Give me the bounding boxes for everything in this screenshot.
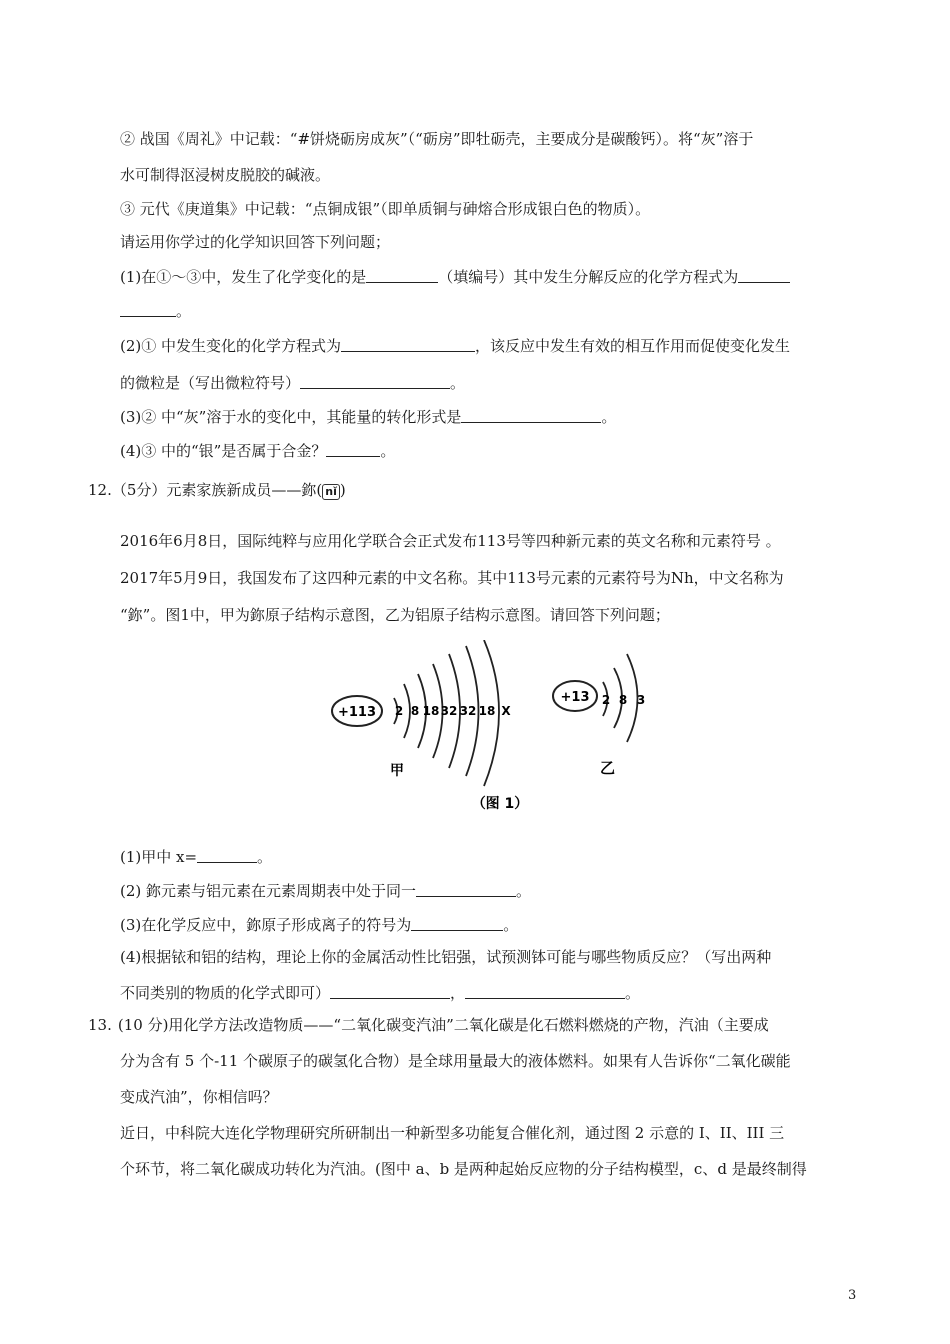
question-text: 。 (601, 408, 617, 426)
text-line: 个环节，将二氧化碳成功转化为汽油。(图中 a、b 是两种起始反应物的分子结构模型，c、d 是最终制得 (120, 1160, 807, 1178)
question-text: 。 (503, 916, 519, 934)
right-label: 乙 (600, 759, 616, 777)
left-nucleus-label: +113 (337, 705, 377, 720)
page-number: 3 (848, 1288, 857, 1303)
answer-blank[interactable] (326, 455, 380, 457)
question-12-title (88, 479, 346, 500)
answer-blank[interactable] (411, 929, 503, 931)
q12-sub-3 (120, 914, 518, 935)
text-line: 2017年5月9日，我国发布了这四种元素的中文名称。其中113号元素的元素符号为Nh，中文名称为 (120, 569, 784, 587)
question-3 (120, 406, 616, 427)
question-2-cont (120, 372, 465, 393)
left-shell-electrons: 32 (459, 704, 477, 718)
shell-arc (404, 684, 410, 738)
question-number: 12. (88, 481, 112, 499)
answer-blank[interactable] (197, 861, 257, 863)
question-13 (88, 1014, 769, 1035)
question-text: 的微粒是（写出微粒符号） (120, 374, 301, 392)
atomic-structure-figure (320, 640, 680, 820)
question-text: (2) 鉨元素与铝元素在元素周期表中处于同一 (120, 882, 417, 900)
answer-blank[interactable] (366, 281, 438, 283)
question-2 (120, 335, 790, 356)
right-shell-electrons: 2 (601, 693, 611, 707)
question-text: ， (450, 984, 466, 1002)
left-shell-electrons: X (501, 704, 511, 718)
left-shell-electrons: 8 (410, 704, 420, 718)
right-nucleus-label: +13 (560, 690, 590, 705)
question-text: (4)③ 中的“银”是否属于合金？ (120, 442, 327, 460)
text-line: 请运用你学过的化学知识回答下列问题； (120, 233, 391, 251)
text-line: ② 战国《周礼》中记载：“#饼烧砺房成灰”（“砺房”即牡砺壳，主要成分是碳酸钙）。将“灰”溶于 (120, 130, 754, 148)
text-line: 水可制得沤浸树皮脱胶的碱液。 (120, 166, 331, 184)
answer-blank[interactable] (120, 315, 176, 317)
question-text: (1)在①～③中，发生了化学变化的是 (120, 268, 367, 286)
left-shell-electrons: 2 (394, 704, 404, 718)
question-title: （5分）元素家族新成员——鉨( (111, 481, 323, 499)
question-text: (3)② 中“灰”溶于水的变化中，其能量的转化形式是 (120, 408, 462, 426)
question-text: (1)甲中 x= (120, 848, 198, 866)
answer-blank[interactable] (300, 387, 450, 389)
question-1-cont (120, 300, 191, 321)
text-line: 变成汽油”，你相信吗？ (120, 1088, 278, 1106)
text-line: 近日，中科院大连化学物理研究所研制出一种新型多功能复合催化剂，通过图 2 示意的 I、II、III 三 (120, 1124, 785, 1142)
figure-caption: （图 1） (471, 796, 529, 812)
question-text: 。 (516, 882, 532, 900)
answer-blank[interactable] (330, 997, 450, 999)
answer-blank[interactable] (341, 350, 475, 352)
text-line: 2016年6月8日，国际纯粹与应用化学联合会正式发布113号等四种新元素的英文名称和元素符号 。 (120, 532, 781, 550)
question-1 (120, 266, 790, 287)
q12-sub-1 (120, 846, 272, 867)
left-shell-electrons: 18 (478, 704, 496, 718)
question-text: 。 (380, 442, 396, 460)
nh-symbol-badge: nǐ (322, 484, 340, 500)
left-shell-electrons: 32 (440, 704, 458, 718)
question-text: 。 (625, 984, 641, 1002)
question-text: 不同类别的物质的化学式即可） (120, 984, 331, 1002)
right-shell-electrons: 3 (636, 693, 646, 707)
answer-blank[interactable] (416, 895, 516, 897)
question-text: 。 (176, 302, 192, 320)
left-shell-electrons: 18 (422, 704, 440, 718)
answer-blank[interactable] (461, 421, 601, 423)
question-text: (10 分)用化学方法改造物质——“二氧化碳变汽油”二氧化碳是化石燃料燃烧的产物，汽油（主要成 (117, 1016, 769, 1034)
q12-sub-4-cont (120, 982, 640, 1003)
text-line: “鉨”。图1中，甲为鉨原子结构示意图，乙为铝原子结构示意图。请回答下列问题； (120, 606, 670, 624)
text-line: ③ 元代《庚道集》中记载：“点铜成银”（即单质铜与砷熔合形成银白色的物质）。 (120, 200, 651, 218)
title-end: ) (339, 481, 346, 499)
question-text: ，该反应中发生有效的相互作用而促使变化发生 (475, 337, 791, 355)
left-label: 甲 (390, 763, 404, 779)
question-text: 。 (450, 374, 466, 392)
question-4 (120, 440, 395, 461)
right-shell-electrons: 8 (618, 693, 628, 707)
question-text: (3)在化学反应中，鉨原子形成离子的符号为 (120, 916, 412, 934)
question-text: (2)① 中发生变化的化学方程式为 (120, 337, 342, 355)
question-text: 。 (257, 848, 273, 866)
text-line: 分为含有 5 个-11 个碳原子的碳氢化合物）是全球用量最大的液体燃料。如果有人告诉你“二氧化碳能 (120, 1052, 791, 1070)
text-line: (4)根据铱和铝的结构，理论上你的金属活动性比铝强，试预测钵可能与哪些物质反应？（写出两种 (120, 948, 772, 966)
answer-blank[interactable] (465, 997, 625, 999)
answer-blank[interactable] (738, 281, 790, 283)
question-number: 13. (88, 1016, 112, 1034)
q12-sub-2 (120, 880, 531, 901)
question-text: （填编号）其中发生分解反应的化学方程式为 (438, 268, 739, 286)
